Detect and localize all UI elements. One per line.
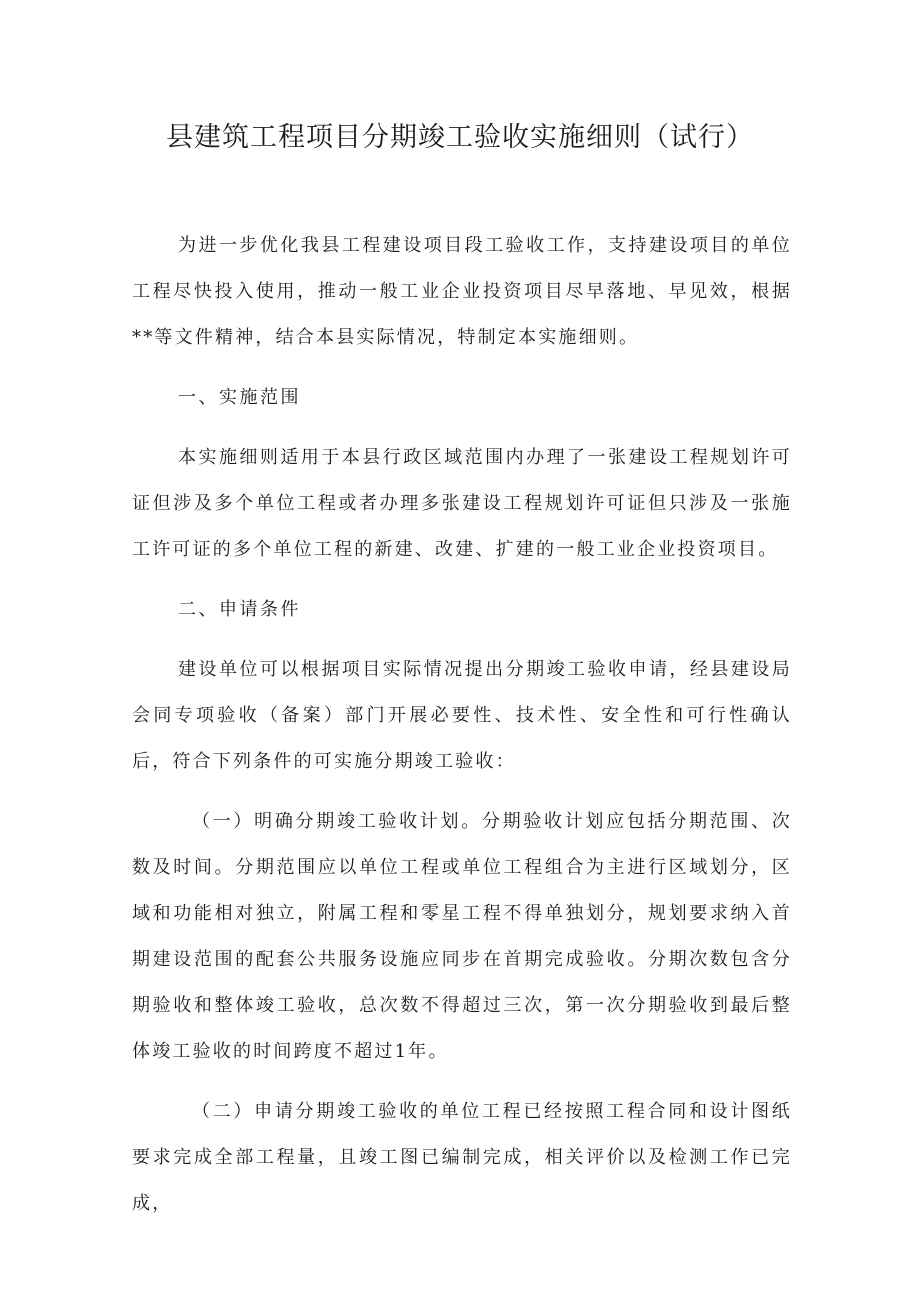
section-1-heading: 一、实施范围 bbox=[178, 387, 301, 408]
document-body bbox=[132, 223, 792, 1241]
document-title: 县建筑工程项目分期竣工验收实施细则（试行） bbox=[166, 122, 754, 153]
section-2-paragraph: 建设单位可以根据项目实际情况提出分期竣工验收申请，经县建设局会同专项验收（备案）部门开展必要性、技术性、安全性和可行性确认后，符合下列条件的可实施分期竣工验收： bbox=[132, 659, 792, 772]
section-2-heading: 二、申请条件 bbox=[178, 599, 301, 620]
section-1-paragraph: 本实施细则适用于本县行政区域范围内办理了一张建设工程规划许可证但涉及多个单位工程或者办理多张建设工程规划许可证但只涉及一张施工许可证的多个单位工程的新建、改建、扩建的一般工业企业投资项目。 bbox=[132, 447, 792, 560]
condition-item-1: （一）明确分期竣工验收计划。分期验收计划应包括分期范围、次数及时间。分期范围应以单位工程或单位工程组合为主进行区域划分，区域和功能相对独立，附属工程和零星工程不得单独划分，规划要求纳入首期建设范围的配套公共服务设施应同步在首期完成验收。分期次数包含分期验收和整体竣工验收，总次数不得超过三次，第一次分期验收到最后整体竣工验收的时间跨度不超过1年。 bbox=[132, 811, 792, 1062]
intro-paragraph: 为进一步优化我县工程建设项目段工验收工作，支持建设项目的单位工程尽快投入使用，推动一般工业企业投资项目尽早落地、早见效，根据**等文件精神，结合本县实际情况，特制定本实施细则。 bbox=[132, 235, 792, 348]
condition-item-2: （二）申请分期竣工验收的单位工程已经按照工程合同和设计图纸要求完成全部工程量，且竣工图已编制完成，相关评价以及检测工作已完成， bbox=[132, 1101, 792, 1214]
